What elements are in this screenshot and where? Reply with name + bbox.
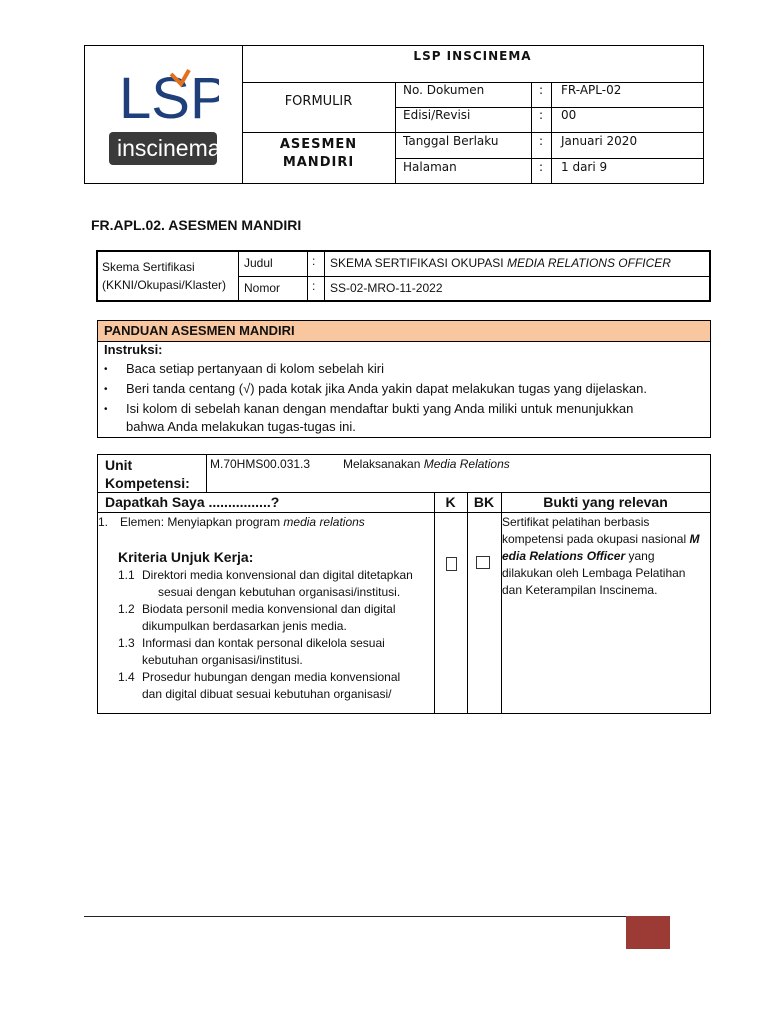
- nomor-sep: :: [312, 279, 316, 293]
- document-title: FR.APL.02. ASESMEN MANDIRI: [91, 217, 302, 233]
- skema-table: [96, 250, 711, 302]
- kuk-num: 1.4: [118, 670, 135, 684]
- unit-code: M.70HMS00.031.3: [210, 457, 311, 471]
- footer-page-box: [626, 916, 670, 949]
- asesmen-line2: MANDIRI: [282, 155, 355, 170]
- kuk-line: Direktori media konvensional dan digital ditetapkan: [142, 568, 413, 582]
- elemen-cell: [98, 513, 434, 713]
- lsp-logo: [109, 54, 219, 164]
- kuk-line: Biodata personil media konvensional dan digital: [142, 602, 396, 616]
- kuk-line: dan digital dibuat sesuai kebutuhan organisasi/: [142, 687, 392, 701]
- panduan-header: [98, 321, 710, 342]
- bukti-text: Sertifikat pelatihan berbasis kompetensi pada okupasi nasional M edia Relations Officer yang dilakukan oleh Lembaga Pelatihan dan Keterampilan Inscinema.: [502, 515, 700, 597]
- kuk-line: kebutuhan organisasi/institusi.: [142, 653, 303, 667]
- asesmen-line1: ASESMEN: [279, 137, 358, 152]
- field-sep: :: [539, 160, 544, 174]
- col-header-k: K: [445, 494, 456, 510]
- instruksi-label: Instruksi:: [104, 342, 163, 357]
- field-value-edisi: 00: [561, 108, 577, 122]
- logo-letters: LSP: [119, 66, 219, 131]
- logo-subtext: inscinema: [117, 135, 219, 161]
- nomor-label: Nomor: [244, 281, 281, 295]
- field-sep: :: [539, 108, 544, 122]
- field-label-halaman: Halaman: [403, 160, 457, 174]
- footer-rule: [84, 916, 670, 917]
- unit-label-line1: Unit: [105, 457, 133, 473]
- formulir-label: FORMULIR: [284, 94, 353, 109]
- judul-value: SKEMA SERTIFIKASI OKUPASI MEDIA RELATIONS OFFICER: [330, 256, 671, 270]
- skema-label-line1: Skema Sertifikasi: [102, 260, 195, 274]
- skema-label-line2: (KKNI/Okupasi/Klaster): [102, 278, 227, 292]
- kuk-line: Prosedur hubungan dengan media konvensional: [142, 670, 401, 684]
- kuk-num: 1.2: [118, 602, 135, 616]
- field-label-edisi: Edisi/Revisi: [403, 108, 471, 122]
- field-value-no-dokumen: FR-APL-02: [561, 83, 622, 97]
- nomor-value: SS-02-MRO-11-2022: [330, 281, 443, 295]
- kuk-heading: Kriteria Unjuk Kerja:: [118, 549, 254, 565]
- judul-sep: :: [312, 254, 316, 268]
- kuk-line: dikumpulkan berdasarkan jenis media.: [142, 619, 347, 633]
- field-sep: :: [539, 134, 544, 148]
- kuk-num: 1.1: [118, 568, 135, 582]
- checkbox-k[interactable]: [446, 557, 457, 571]
- col-header-bukti: Bukti yang relevan: [543, 494, 668, 510]
- field-value-tanggal: Januari 2020: [561, 134, 638, 148]
- unit-title: Melaksanakan Media Relations: [343, 457, 510, 471]
- panduan-section: PANDUAN ASESMEN MANDIRI Instruksi: • Baca setiap pertanyaan di kolom sebelah kiri • Beri tanda centang (√) pada kotak jika Anda yakin dapat melakukan tugas yang dijelaskan. • Isi kolom di sebelah kanan dengan mendaftar bukti yang Anda miliki untuk menunjukkan bahwa Anda melakukan tugas-tugas ini.: [97, 320, 711, 438]
- elemen-number: 1.: [98, 515, 109, 529]
- checkbox-bk[interactable]: [476, 556, 490, 569]
- field-label-no-dokumen: No. Dokumen: [403, 83, 485, 97]
- kuk-line: Informasi dan kontak personal dikelola sesuai: [142, 636, 385, 650]
- judul-label: Judul: [244, 256, 273, 270]
- field-value-halaman: 1 dari 9: [561, 160, 608, 174]
- field-label-tanggal: Tanggal Berlaku: [403, 134, 499, 148]
- panduan-heading: PANDUAN ASESMEN MANDIRI: [104, 323, 295, 338]
- col-header-bk: BK: [473, 494, 495, 510]
- org-name: LSP INSCINEMA: [413, 49, 532, 63]
- col-header-question: Dapatkah Saya ................?: [105, 494, 280, 510]
- kuk-line: sesuai dengan kebutuhan organisasi/institusi.: [158, 585, 401, 599]
- document-header-table: [84, 45, 704, 184]
- field-sep: :: [539, 83, 544, 97]
- unit-label-line2: Kompetensi:: [105, 475, 190, 491]
- elemen-title: Elemen: Menyiapkan program media relations: [120, 515, 365, 529]
- kuk-num: 1.3: [118, 636, 135, 650]
- unit-kompetensi-table: [97, 454, 711, 714]
